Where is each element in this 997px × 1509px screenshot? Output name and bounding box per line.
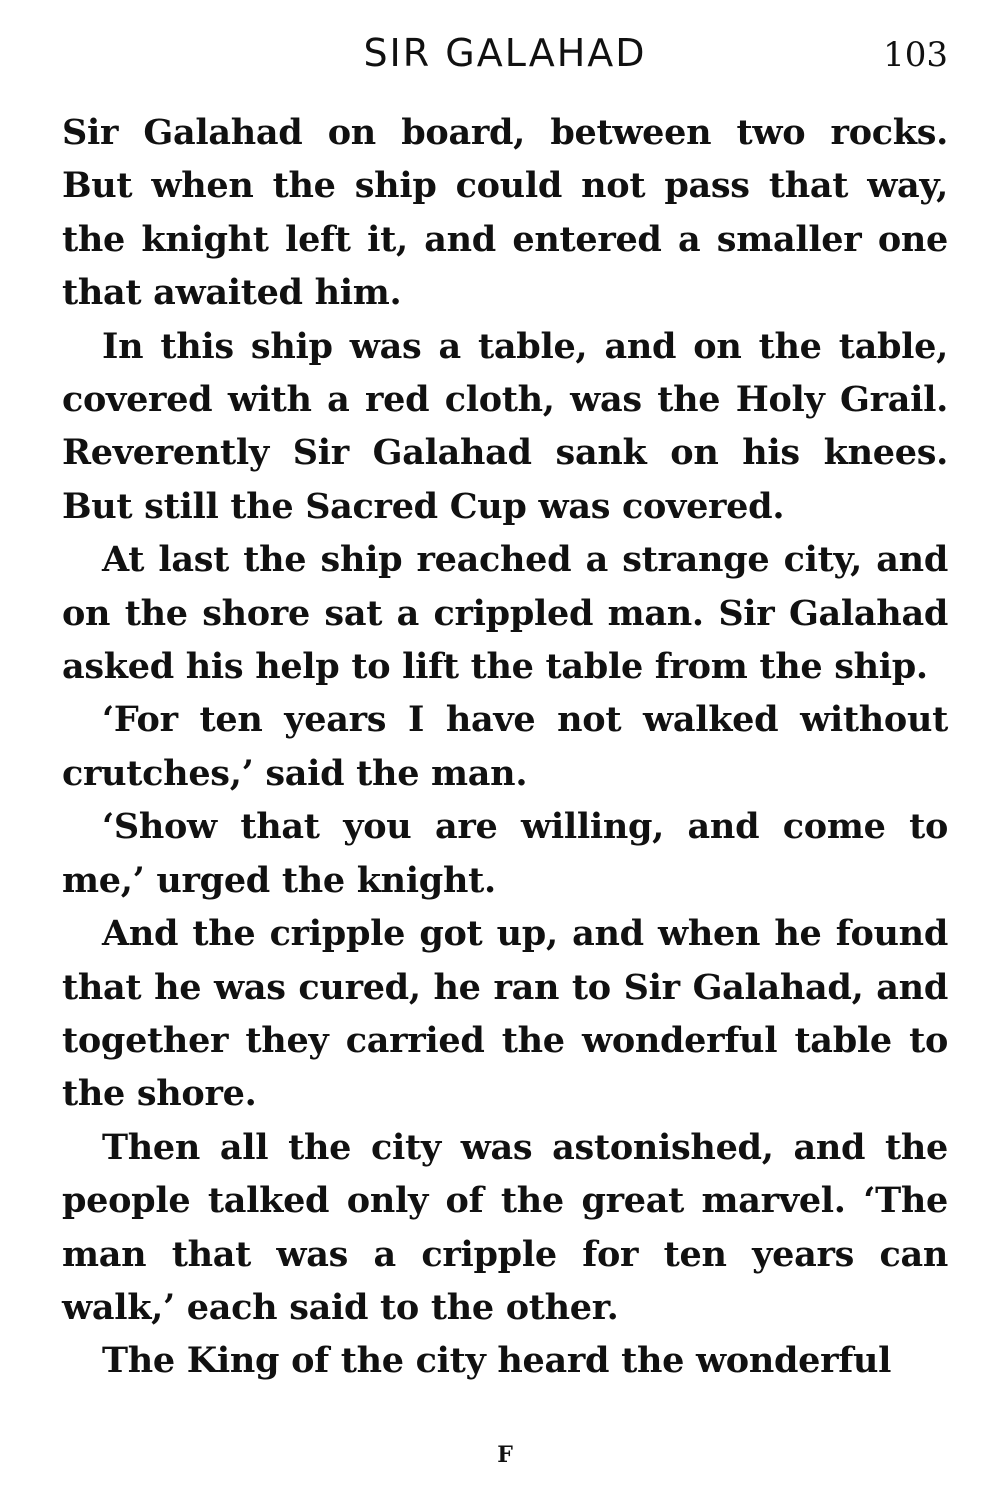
page-number: 103: [883, 35, 948, 75]
running-title: SIR GALAHAD: [363, 31, 647, 75]
paragraph-dialogue: ‘For ten years I have not walked without crutches,’ said the man.: [62, 699, 948, 794]
paragraph: At last the ship reached a strange city, and on the shore sat a crippled man. Sir Galahad asked his help to lift the table from the ship.: [62, 539, 948, 688]
signature-mark: F: [497, 1442, 513, 1468]
body-text: [62, 106, 948, 1388]
running-header: [62, 22, 948, 92]
book-page: [62, 22, 948, 1482]
paragraph-continues: The King of the city heard the wonderful: [102, 1340, 892, 1382]
paragraph-dialogue: ‘Show that you are willing, and come to me,’ urged the knight.: [62, 806, 948, 901]
paragraph: In this ship was a table, and on the table, covered with a red cloth, was the Holy Grail. Reverently Sir Galahad sank on his knees. But still the Sacred Cup was covered.: [62, 325, 948, 527]
paragraph-continued: Sir Galahad on board, between two rocks. But when the ship could not pass that way, the knight left it, and entered a smaller one that awaited him.: [62, 112, 948, 314]
paragraph: Then all the city was astonished, and the people talked only of the great marvel. ‘The man that was a cripple for ten years can walk,’ each said to the other.: [62, 1126, 948, 1328]
paragraph: And the cripple got up, and when he found that he was cured, he ran to Sir Galahad, and together they carried the wonderful table to the shore.: [62, 913, 948, 1115]
